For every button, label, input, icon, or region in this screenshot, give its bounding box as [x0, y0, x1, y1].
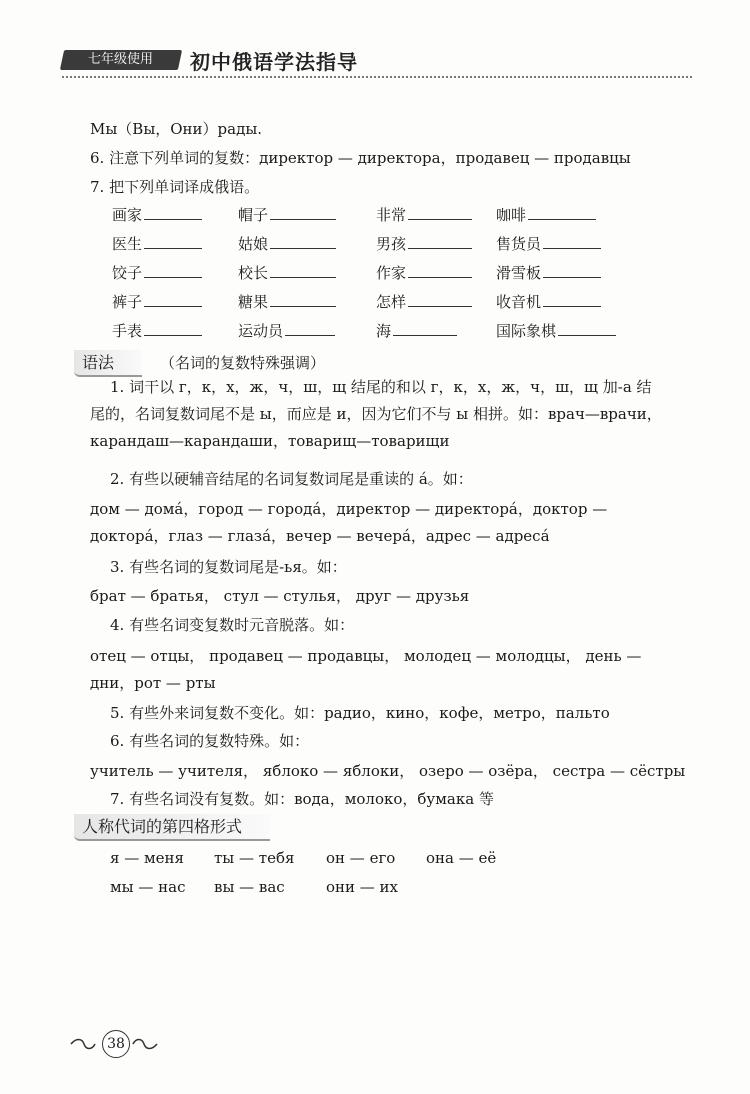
vocab-word: 姑娘: [238, 235, 269, 253]
vocab-word: 运动员: [238, 322, 284, 340]
pronoun-pair: ты — тебя: [214, 849, 295, 867]
grammar-rule-6: 6. 有些名词的复数特殊。如：: [110, 732, 310, 750]
vocab-item: [112, 262, 202, 283]
answer-blank: [543, 292, 601, 307]
vocab-word: 怎样: [376, 293, 407, 311]
grammar-rule-6-examples: учитель — учителя， яблоко — яблоки， озеро — озёра， сестра — сёстры: [90, 762, 686, 780]
item-6: 6. 注意下列单词的复数：директор — директора，продавец — продавцы: [90, 149, 631, 167]
answer-blank: [270, 234, 336, 249]
grammar-rule-3: 3. 有些名词的复数词尾是-ья。如：: [110, 558, 347, 576]
vocab-word: 收音机: [496, 293, 542, 311]
vocab-word: 咖啡: [496, 206, 527, 224]
vocab-item: [376, 291, 472, 312]
answer-blank: [393, 321, 457, 336]
vocab-word: 饺子: [112, 264, 143, 282]
text-line-1: Мы（Вы，Они）рады.: [90, 120, 263, 138]
vocab-item: [376, 262, 472, 283]
vocab-word: 男孩: [376, 235, 407, 253]
scroll-ornament-right-icon: [132, 1038, 158, 1050]
pronoun-pair: вы — вас: [214, 878, 285, 896]
pronoun-pair: он — его: [326, 849, 396, 867]
vocab-item: [376, 233, 472, 254]
answer-blank: [408, 234, 472, 249]
grammar-rule-7: 7. 有些名词没有复数。如：вода，молоко，бумака 等: [110, 790, 494, 808]
vocab-item: [496, 320, 616, 341]
vocab-item: [496, 204, 596, 225]
vocab-item: [238, 262, 336, 283]
grammar-rule-5: 5. 有些外来词复数不变化。如：радио，кино，кофе，метро，пальто: [110, 704, 610, 722]
page-number-ornament: [70, 1028, 160, 1058]
vocab-item: [112, 233, 202, 254]
vocab-word: 裤子: [112, 293, 143, 311]
grammar-rule-4-examples: отец — отцы， продавец — продавцы， молодец — молодцы， день — дни，рот — рты: [90, 647, 642, 692]
answer-blank: [285, 321, 335, 336]
vocab-item: [376, 320, 457, 341]
grade-badge: [60, 50, 182, 70]
pronoun-pair: мы — нас: [110, 878, 186, 896]
vocab-word: 糖果: [238, 293, 269, 311]
book-title: 初中俄语学法指导: [190, 50, 358, 74]
answer-blank: [408, 263, 472, 278]
answer-blank: [144, 263, 202, 278]
grammar-rule-2: 2. 有些以硬辅音结尾的名词复数词尾是重读的 á。如：: [110, 470, 473, 488]
vocab-word: 校长: [238, 264, 269, 282]
grammar-rule-1: 1. 词干以 г，к，х，ж，ч，ш，щ 结尾的和以 г，к，х，ж，ч，ш，щ 加-а 结尾的，名词复数词尾不是 ы，而应是 и，因为它们不与 ы 相拼。如：врач—врачи，карандаш—карандаши，товарищ—товарищи: [90, 378, 662, 450]
vocab-word: 国际象棋: [496, 322, 557, 340]
vocab-word: 非常: [376, 206, 407, 224]
vocab-item: [238, 291, 336, 312]
vocab-word: 帽子: [238, 206, 269, 224]
grammar-subheading: （名词的复数特殊强调）: [160, 354, 326, 372]
answer-blank: [270, 205, 336, 220]
vocab-item: [496, 233, 601, 254]
page-header: [62, 46, 692, 76]
grammar-rule-3-examples: брат — братья， стул — стулья， друг — друзья: [90, 587, 470, 605]
vocab-word: 画家: [112, 206, 143, 224]
grammar-rule-4: 4. 有些名词变复数时元音脱落。如：: [110, 616, 355, 634]
vocab-item: [238, 233, 336, 254]
header-divider: [62, 76, 692, 78]
answer-blank: [144, 234, 202, 249]
answer-blank: [408, 205, 472, 220]
answer-blank: [543, 234, 601, 249]
vocab-item: [112, 204, 202, 225]
page-number: 38: [102, 1030, 130, 1058]
vocab-item: [238, 204, 336, 225]
pronoun-pair: она — её: [426, 849, 497, 867]
answer-blank: [558, 321, 616, 336]
answer-blank: [528, 205, 596, 220]
vocab-word: 手表: [112, 322, 143, 340]
vocab-word: 售货员: [496, 235, 542, 253]
vocab-item: [496, 262, 601, 283]
vocab-item: [238, 320, 335, 341]
pronoun-pair: я — меня: [110, 849, 185, 867]
pronoun-pair: они — их: [326, 878, 399, 896]
answer-blank: [270, 292, 336, 307]
vocab-word: 医生: [112, 235, 143, 253]
answer-blank: [144, 205, 202, 220]
scroll-ornament-left-icon: [70, 1038, 96, 1050]
vocab-item: [496, 291, 601, 312]
answer-blank: [144, 321, 202, 336]
answer-blank: [144, 292, 202, 307]
vocab-item: [112, 291, 202, 312]
pronouns-heading: 人称代词的第四格形式: [74, 814, 270, 841]
answer-blank: [270, 263, 336, 278]
vocab-item: [112, 320, 202, 341]
vocab-word: 滑雪板: [496, 264, 542, 282]
vocab-item: [376, 204, 472, 225]
grammar-rule-2-examples: дом — домá，город — городá，директор — директорá，доктор — докторá，глаз — глазá，вечер — вечерá，адрес — адресá: [90, 500, 608, 545]
grammar-heading: 语法: [74, 350, 142, 377]
grade-label: 七年级使用: [88, 52, 154, 67]
vocab-word: 海: [376, 322, 392, 340]
item-7: 7. 把下列单词译成俄语。: [90, 178, 260, 196]
answer-blank: [543, 263, 601, 278]
vocab-word: 作家: [376, 264, 407, 282]
answer-blank: [408, 292, 472, 307]
